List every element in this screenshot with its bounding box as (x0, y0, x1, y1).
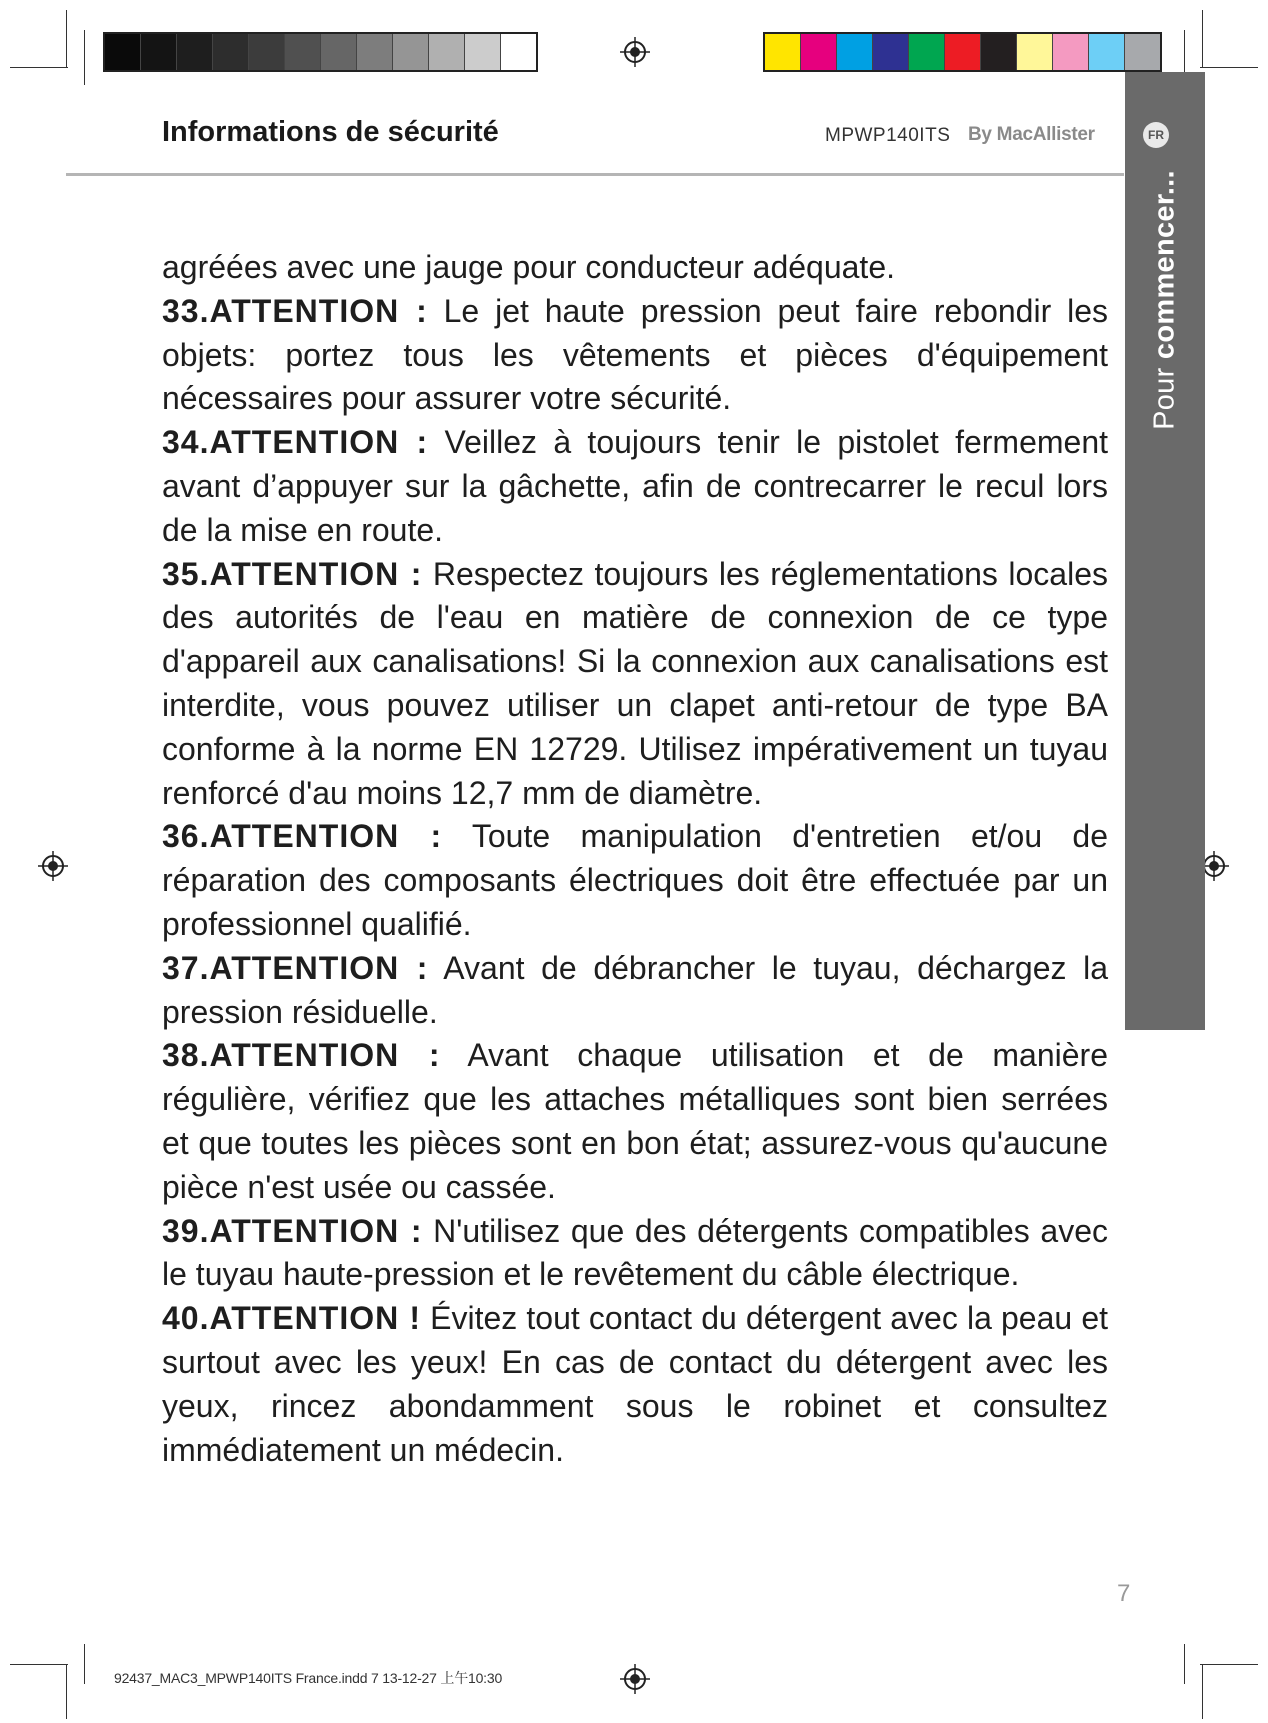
page-title: Informations de sécurité (162, 116, 499, 148)
crop-mark-bottom-left-v (66, 1664, 67, 1719)
item-label: 35.ATTENTION : (162, 555, 423, 592)
crop-mark-top-left-v2 (84, 30, 85, 85)
item-text: Toute manipulation d'entretien et/ou de réparation des composants électriques doit être effectuée par un professionnel qualifié. (162, 818, 1108, 942)
color-swatch (284, 34, 320, 70)
color-swatch (1016, 34, 1052, 70)
item-label: 37.ATTENTION : (162, 949, 429, 986)
process-color-bar (763, 32, 1162, 72)
color-swatch (872, 34, 908, 70)
safety-item-34 (162, 421, 1108, 552)
color-swatch (1088, 34, 1124, 70)
side-tab-label-light: Pour (1148, 359, 1181, 430)
item-text: N'utilisez que des détergents compatibles avec le tuyau haute-pression et le revêtement du câble électrique. (162, 1212, 1109, 1293)
safety-instructions (162, 246, 1108, 1472)
safety-item-35 (162, 553, 1108, 816)
grayscale-color-bar (103, 32, 538, 72)
item-label: 40.ATTENTION ! (162, 1300, 421, 1337)
side-tab-label-bold: commencer... (1148, 170, 1181, 360)
registration-mark-icon (620, 37, 650, 67)
crop-mark-bottom-right-h (1200, 1664, 1258, 1665)
crop-mark-bottom-right-v (1202, 1664, 1203, 1719)
crop-mark-top-left-h (10, 67, 68, 68)
color-swatch (1124, 34, 1160, 70)
color-swatch (212, 34, 248, 70)
continuation-text: agréées avec une jauge pour conducteur adéquate. (162, 249, 895, 285)
item-text: Avant de débrancher le tuyau, déchargez la pression résiduelle. (162, 949, 1108, 1030)
color-swatch (836, 34, 872, 70)
item-label: 33.ATTENTION : (162, 292, 428, 329)
registration-mark-icon (620, 1664, 650, 1694)
item-text: Évitez tout contact du détergent avec la peau et surtout avec les yeux! En cas de contact du détergent avec les yeux, rincez abondamment sous le robinet et consultez immédiatement un médecin. (162, 1300, 1109, 1468)
safety-item-33 (162, 290, 1108, 421)
color-swatch (1052, 34, 1088, 70)
color-swatch (765, 34, 800, 70)
safety-item-40 (162, 1297, 1108, 1472)
color-swatch (356, 34, 392, 70)
crop-mark-top-right-v (1202, 10, 1203, 68)
color-swatch (464, 34, 500, 70)
color-swatch (140, 34, 176, 70)
color-swatch (176, 34, 212, 70)
item-label: 36.ATTENTION : (162, 818, 443, 855)
color-swatch (800, 34, 836, 70)
crop-mark-top-left-v (66, 10, 67, 68)
crop-mark-bottom-left-v2 (84, 1644, 85, 1684)
registration-mark-icon (38, 851, 68, 881)
safety-item-39 (162, 1210, 1108, 1298)
color-swatch (980, 34, 1016, 70)
color-swatch (428, 34, 464, 70)
safety-item-37 (162, 947, 1108, 1035)
page-number: 7 (1117, 1580, 1131, 1607)
item-text: Avant chaque utilisation et de manière régulière, vérifiez que les attaches métalliques sont bien serrées et que toutes les pièces sont en bon état; assurez-vous qu'aucune pièce n'est usée ou cassée. (162, 1037, 1108, 1205)
brand-logo: By MacAllister (968, 124, 1095, 145)
language-badge: FR (1143, 122, 1169, 148)
crop-mark-top-right-h (1200, 67, 1258, 68)
color-swatch (908, 34, 944, 70)
color-swatch (392, 34, 428, 70)
crop-mark-bottom-left-h (10, 1664, 68, 1665)
item-label: 39.ATTENTION : (162, 1212, 423, 1249)
color-swatch (248, 34, 284, 70)
item-text: Respectez toujours les réglementations locales des autorités de l'eau en matière de connexion de ce type d'appareil aux canalisations! Si la connexion aux canalisations est interdite, vous pouvez utiliser un clapet anti-retour de type BA conforme à la norme EN 12729. Utilisez impérativement un tuyau renforcé d'au moins 12,7 mm de diamètre. (162, 555, 1108, 811)
safety-item-38 (162, 1034, 1108, 1209)
item-text: Veillez à toujours tenir le pistolet fermement avant d’appuyer sur la gâchette, afin de contrecarrer le recul lors de la mise en route. (162, 424, 1109, 548)
print-slug: 92437_MAC3_MPWP140ITS France.indd 7 13-12-27 上午10:30 (114, 1670, 503, 1686)
item-label: 38.ATTENTION : (162, 1037, 441, 1074)
item-text: Le jet haute pression peut faire rebondir les objets: portez tous les vêtements et pièces d'équipement nécessaires pour assurer votre sécurité. (162, 292, 1108, 417)
color-swatch (320, 34, 356, 70)
crop-mark-bottom-right-v2 (1184, 1644, 1185, 1684)
item-label: 34.ATTENTION : (162, 424, 429, 461)
safety-item-36 (162, 815, 1108, 946)
color-swatch (105, 34, 140, 70)
side-tab-label (1149, 170, 1182, 430)
model-number: MPWP140ITS (825, 125, 951, 146)
color-swatch (944, 34, 980, 70)
header-divider (66, 173, 1124, 176)
color-swatch (500, 34, 536, 70)
